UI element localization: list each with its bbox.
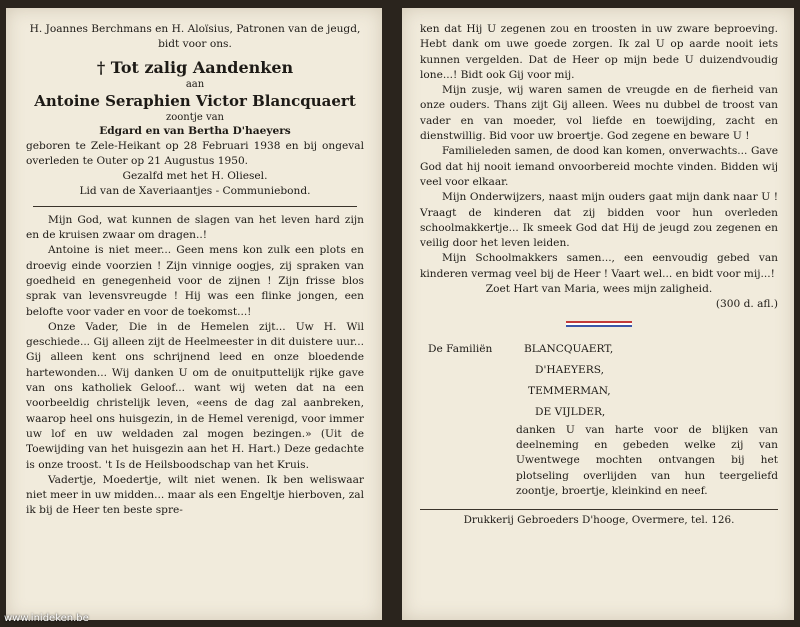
family-row <box>420 360 778 381</box>
flag-blue-stripe <box>566 325 632 327</box>
right-page <box>402 8 794 620</box>
paragraph: ken dat Hij U zegenen zou en troosten in uw zware beproeving. Hebt dank om uwe goede zorgen. Ik zal U op aarde nooit iets kunnen vergelden. Dat de Heer op mijn bede U duizendvoudig lone...! Bidt ook Gij voor mij. <box>420 23 778 81</box>
paragraph: Vadertje, Moedertje, wilt niet wenen. Ik ben weliswaar niet meer in uw midden... maar als een Engeltje hierboven, zal ik bij de Heer ten beste spre- <box>26 473 364 517</box>
family-name: TEMMERMAN, <box>528 384 611 397</box>
aan-label: aan <box>185 78 205 90</box>
gezalfd-text: Gezalfd met het H. Oliesel. <box>122 170 268 183</box>
watermark-text: www.inideken.be <box>4 613 89 624</box>
patrons-text: H. Joannes Berchmans en H. Aloïsius, Patronen van de jeugd, bidt voor ons. <box>29 23 361 51</box>
zoontje-label: zoontje van <box>165 111 225 123</box>
family-name: BLANCQUAERT, <box>524 342 614 355</box>
paragraph: Antoine is niet meer... Geen mens kon zulk een plots en droevig einde voorzien ! Zijn vinnige oogjes, zij spraken van goedheid en genegenheid voor de zijnen ! Zijn frisse blos sprak van levensvreugde ! Hij was een flinke jongen, een belofte voor vader en voor de toekomst...! <box>26 244 364 318</box>
thanks-text: danken U van harte voor de blijken van deelneming en gebeden welke zij van Uwentwege mochten ontvangen bij het plotseling overlijden van hun teergeliefd zoontje, broertje, kleinkind en neef. <box>516 423 778 497</box>
birth-death-text: geboren te Zele-Heikant op 28 Februari 1938 en bij ongeval overleden te Outer op 21 Augustus 1950. <box>26 139 364 167</box>
paragraph: Mijn Onderwijzers, naast mijn ouders gaat mijn dank naar U ! Vraagt de kinderen dat zij bidden voor hun overleden schoolmakkertje... Ik smeek God dat Hij de jeugd zou zegenen en veilig door het leven leiden. <box>420 191 778 250</box>
family-name: D'HAEYERS, <box>535 363 604 376</box>
flag-ornament <box>566 321 632 327</box>
indulgence-text: (300 d. afl.) <box>715 298 778 311</box>
prayer-text: Zoet Hart van Maria, wees mijn zaligheid. <box>485 283 713 296</box>
paragraph: Mijn Schoolmakkers samen..., een eenvoudig gebed van kinderen vermag veel bij de Heer ! Vaart wel... en bidt voor mij...! <box>420 252 778 280</box>
deceased-name: Antoine Seraphien Victor Blancquaert <box>34 91 356 110</box>
paragraph: Familieleden samen, de dood kan komen, onverwachts... Gave God dat hij nooit iemand onvoorbereid mochte vinden. Bidden wij veel voor elkaar. <box>420 145 778 188</box>
left-page <box>6 8 382 620</box>
family-name: DE VIJLDER, <box>535 405 606 418</box>
paragraph: Mijn zusje, wij waren samen de vreugde en de fierheid van onze ouders. Thans zijt Gij alleen. Wees nu dubbel de troost van vader en van moeder, vol liefde en toewijding, zacht en dienstwillig. Bid voor uw broertje. God zegene en beware U ! <box>420 84 778 143</box>
family-row <box>420 402 778 423</box>
family-lead: De Familiën <box>428 342 493 355</box>
family-row <box>420 339 778 360</box>
paragraph: Onze Vader, Die in de Hemelen zijt... Uw H. Wil geschiede... Gij alleen zijt de Heelmeester in dit duistere uur... Gij alleen kent ons schrijnend leed en onze bloedende hartewonden... Wij danken U om de onuitputtelijk rijke gave van ons katholiek Geloof... want wij weten dat na een voorbeeldig christelijk leven, «eens de dag zal aanbreken, waarop heel ons huisgezin, in de Hemel verenigd, voor immer uw lof en uw weldaden zal mogen bezingen.» (Uit de Toewijding van het huisgezin aan het H. Hart.) Deze gedachte is onze troost. 't Is de Heilsboodschap van het Kruis. <box>26 320 364 471</box>
divider <box>33 206 357 207</box>
printer-credit: Drukkerij Gebroeders D'hooge, Overmere, tel. 126. <box>420 509 778 527</box>
lid-text: Lid van de Xaveriaantjes - Communiebond. <box>79 185 311 198</box>
paragraph: Mijn God, wat kunnen de slagen van het leven hard zijn en de kruisen zwaar om dragen..! <box>26 213 364 242</box>
parents-names: Edgard en van Bertha D'haeyers <box>99 124 291 137</box>
memorial-heading: † Tot zalig Aandenken <box>96 57 294 77</box>
family-row <box>420 381 778 402</box>
